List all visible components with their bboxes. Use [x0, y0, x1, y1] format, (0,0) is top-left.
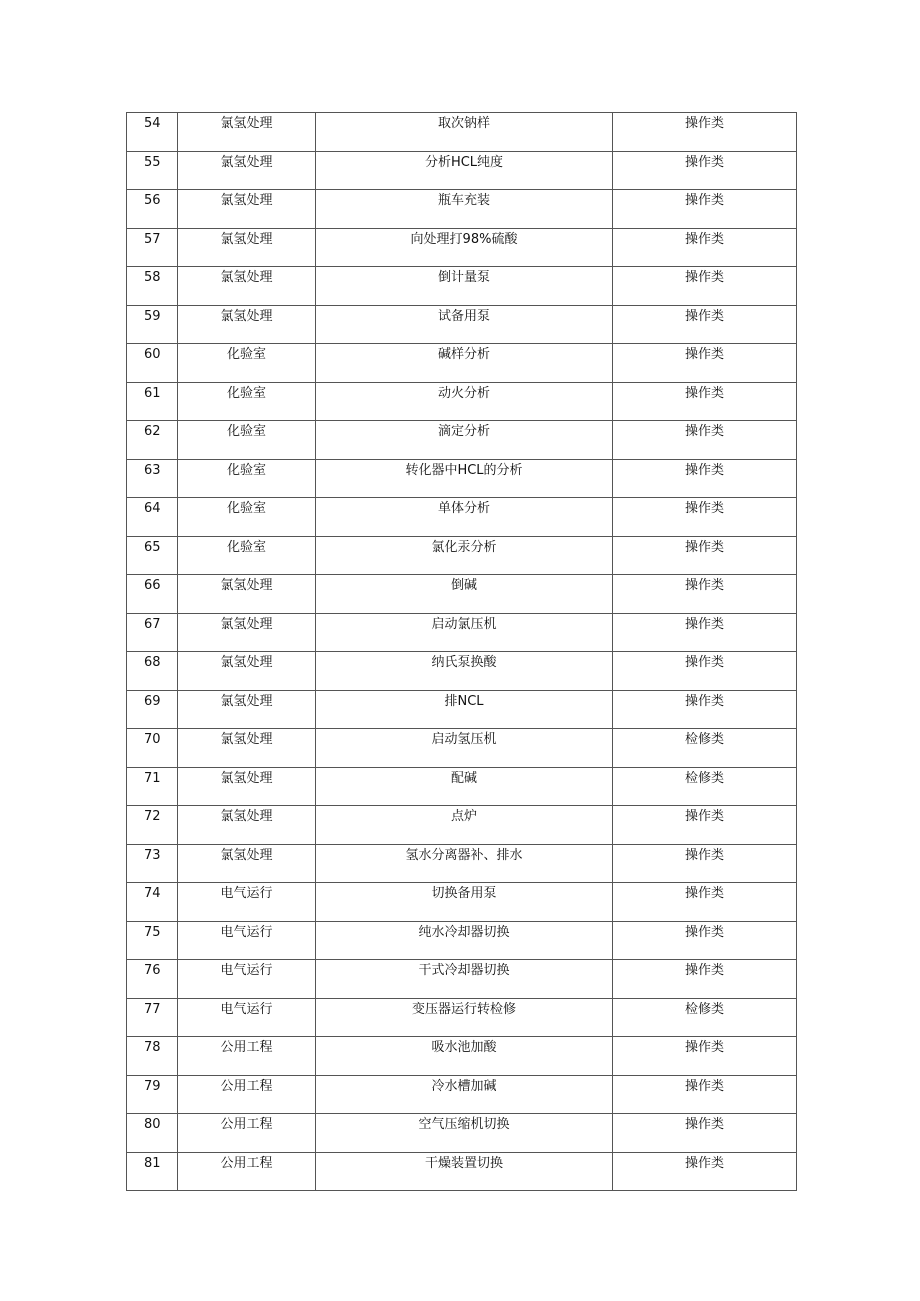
category-text: 操作类: [684, 616, 724, 632]
task-cell: [316, 267, 613, 306]
row-number-cell: [127, 575, 178, 614]
row-number-text: 66: [144, 578, 161, 593]
task-cell: [316, 883, 613, 922]
table-row: [127, 382, 797, 421]
category-cell: [613, 883, 797, 922]
unit-cell: [178, 998, 316, 1037]
unit-text: 化验室: [226, 424, 266, 439]
task-cell: [316, 806, 613, 845]
row-number-text: 63: [144, 462, 161, 478]
category-cell: [613, 113, 797, 152]
row-number-text: 57: [144, 231, 161, 247]
unit-cell: [178, 921, 316, 960]
unit-cell: [178, 690, 316, 729]
category-text: 操作类: [684, 193, 724, 208]
table-row: [127, 729, 797, 768]
row-number-text: 58: [144, 270, 161, 285]
unit-text: 氯氢处理: [220, 732, 273, 747]
row-number-text: 77: [144, 1001, 161, 1017]
row-number-cell: [127, 960, 178, 999]
unit-text: 电气运行: [220, 1001, 273, 1017]
unit-text: 电气运行: [220, 963, 273, 978]
task-cell: [316, 652, 613, 691]
category-text: 操作类: [684, 847, 724, 863]
unit-text: 公用工程: [220, 1155, 273, 1171]
unit-cell: [178, 151, 316, 190]
unit-text: 氯氢处理: [220, 693, 273, 709]
row-number-text: 79: [144, 1078, 161, 1094]
category-cell: [613, 1037, 797, 1076]
unit-cell: [178, 382, 316, 421]
table-row: [127, 1114, 797, 1153]
row-number-cell: [127, 652, 178, 691]
category-cell: [613, 190, 797, 229]
table-row: [127, 998, 797, 1037]
table-row: [127, 498, 797, 537]
category-text: 操作类: [684, 886, 724, 901]
unit-cell: [178, 883, 316, 922]
category-text: 操作类: [684, 1155, 724, 1171]
category-text: 操作类: [684, 501, 724, 516]
table-row: [127, 151, 797, 190]
task-cell: [316, 113, 613, 152]
table-row: [127, 305, 797, 344]
task-text: 碱样分析: [437, 347, 490, 362]
table-row: [127, 1152, 797, 1191]
category-text: 操作类: [684, 462, 724, 478]
task-text: 纯水冷却器切换: [418, 924, 510, 940]
task-cell: [316, 1114, 613, 1153]
unit-text: 电气运行: [220, 924, 273, 940]
category-cell: [613, 844, 797, 883]
category-text: 操作类: [684, 655, 724, 670]
category-cell: [613, 228, 797, 267]
unit-cell: [178, 421, 316, 460]
category-cell: [613, 690, 797, 729]
table-body: [127, 113, 797, 1191]
row-number-cell: [127, 113, 178, 152]
unit-text: 氯氢处理: [220, 578, 273, 593]
category-cell: [613, 729, 797, 768]
task-cell: [316, 921, 613, 960]
task-text: 倒碱: [450, 578, 477, 593]
unit-cell: [178, 806, 316, 845]
row-number-cell: [127, 267, 178, 306]
category-cell: [613, 767, 797, 806]
task-text: 倒计量泵: [437, 270, 490, 285]
task-table: [126, 112, 797, 1191]
task-cell: [316, 305, 613, 344]
unit-cell: [178, 1037, 316, 1076]
table-row: [127, 613, 797, 652]
row-number-cell: [127, 1152, 178, 1191]
row-number-cell: [127, 690, 178, 729]
row-number-text: 61: [144, 385, 161, 401]
task-text: 向处理打98%硫酸: [410, 231, 518, 247]
unit-cell: [178, 1114, 316, 1153]
row-number-text: 64: [144, 501, 161, 516]
unit-cell: [178, 844, 316, 883]
unit-text: 氯氢处理: [220, 616, 273, 632]
category-text: 操作类: [684, 1117, 724, 1132]
unit-text: 氯氢处理: [220, 270, 273, 285]
task-text: 瓶车充装: [437, 193, 490, 208]
row-number-text: 56: [144, 193, 161, 208]
task-text: 纳氏泵换酸: [431, 655, 497, 670]
category-cell: [613, 960, 797, 999]
table-row: [127, 267, 797, 306]
unit-cell: [178, 344, 316, 383]
task-text: 动火分析: [437, 385, 490, 401]
task-text: 氯化汞分析: [431, 539, 497, 555]
row-number-cell: [127, 1075, 178, 1114]
row-number-cell: [127, 1037, 178, 1076]
row-number-cell: [127, 806, 178, 845]
unit-text: 化验室: [226, 462, 266, 478]
table-row: [127, 459, 797, 498]
row-number-text: 73: [144, 847, 161, 863]
row-number-cell: [127, 729, 178, 768]
unit-cell: [178, 113, 316, 152]
unit-text: 公用工程: [220, 1117, 273, 1132]
task-text: 启动氢压机: [431, 732, 497, 747]
task-cell: [316, 344, 613, 383]
task-text: 吸水池加酸: [431, 1040, 497, 1055]
table-row: [127, 1037, 797, 1076]
table-row: [127, 652, 797, 691]
row-number-text: 74: [144, 886, 161, 901]
row-number-text: 70: [144, 732, 161, 747]
table-row: [127, 960, 797, 999]
category-cell: [613, 613, 797, 652]
task-text: 变压器运行转检修: [411, 1001, 516, 1017]
task-cell: [316, 1075, 613, 1114]
task-cell: [316, 1037, 613, 1076]
row-number-cell: [127, 498, 178, 537]
task-text: 空气压缩机切换: [418, 1117, 510, 1132]
unit-cell: [178, 960, 316, 999]
category-text: 操作类: [684, 385, 724, 401]
category-text: 检修类: [684, 732, 724, 747]
task-cell: [316, 729, 613, 768]
row-number-text: 71: [144, 770, 161, 786]
category-cell: [613, 267, 797, 306]
unit-text: 公用工程: [220, 1078, 273, 1094]
category-text: 操作类: [684, 154, 724, 170]
category-text: 操作类: [684, 539, 724, 555]
unit-cell: [178, 190, 316, 229]
unit-text: 氯氢处理: [220, 308, 273, 324]
row-number-cell: [127, 536, 178, 575]
unit-text: 氯氢处理: [220, 770, 273, 786]
task-text: 冷水槽加碱: [431, 1078, 497, 1094]
unit-cell: [178, 498, 316, 537]
task-text: 干燥装置切换: [424, 1155, 503, 1171]
table-row: [127, 536, 797, 575]
task-text: 点炉: [450, 809, 477, 824]
task-cell: [316, 998, 613, 1037]
category-cell: [613, 151, 797, 190]
table-row: [127, 190, 797, 229]
table-row: [127, 844, 797, 883]
row-number-text: 67: [144, 616, 161, 632]
table-row: [127, 1075, 797, 1114]
row-number-text: 80: [144, 1117, 161, 1132]
row-number-cell: [127, 844, 178, 883]
unit-text: 化验室: [226, 539, 266, 555]
table-row: [127, 690, 797, 729]
task-cell: [316, 613, 613, 652]
row-number-text: 62: [144, 424, 161, 439]
task-cell: [316, 421, 613, 460]
row-number-text: 59: [144, 308, 161, 324]
unit-text: 氯氢处理: [220, 231, 273, 247]
category-text: 操作类: [684, 578, 724, 593]
unit-text: 氯氢处理: [220, 116, 273, 131]
table-row: [127, 421, 797, 460]
category-cell: [613, 344, 797, 383]
row-number-cell: [127, 190, 178, 229]
row-number-text: 65: [144, 539, 161, 555]
unit-cell: [178, 459, 316, 498]
task-text: 切换备用泵: [431, 886, 497, 901]
category-text: 操作类: [684, 1040, 724, 1055]
category-cell: [613, 1152, 797, 1191]
category-text: 操作类: [684, 924, 724, 940]
row-number-cell: [127, 998, 178, 1037]
unit-text: 氯氢处理: [220, 655, 273, 670]
unit-cell: [178, 1152, 316, 1191]
table-row: [127, 883, 797, 922]
task-text: 氢水分离器补、排水: [405, 847, 523, 863]
unit-cell: [178, 613, 316, 652]
row-number-text: 72: [144, 809, 161, 824]
row-number-cell: [127, 228, 178, 267]
category-cell: [613, 1075, 797, 1114]
task-cell: [316, 382, 613, 421]
row-number-cell: [127, 459, 178, 498]
row-number-text: 78: [144, 1040, 161, 1055]
task-text: 单体分析: [437, 501, 490, 516]
unit-text: 公用工程: [220, 1040, 273, 1055]
category-text: 检修类: [684, 1001, 724, 1017]
row-number-cell: [127, 1114, 178, 1153]
unit-cell: [178, 536, 316, 575]
category-cell: [613, 305, 797, 344]
task-text: 配碱: [450, 770, 477, 786]
task-cell: [316, 498, 613, 537]
row-number-text: 68: [144, 655, 161, 670]
category-cell: [613, 575, 797, 614]
row-number-cell: [127, 382, 178, 421]
task-cell: [316, 536, 613, 575]
table-row: [127, 575, 797, 614]
row-number-cell: [127, 883, 178, 922]
unit-text: 化验室: [226, 385, 266, 401]
task-text: 干式冷却器切换: [418, 963, 510, 978]
task-text: 试备用泵: [437, 308, 490, 324]
category-cell: [613, 536, 797, 575]
row-number-text: 60: [144, 347, 161, 362]
row-number-text: 76: [144, 963, 161, 978]
row-number-text: 75: [144, 924, 161, 940]
category-text: 操作类: [684, 116, 724, 131]
table-row: [127, 767, 797, 806]
category-cell: [613, 921, 797, 960]
unit-text: 电气运行: [220, 886, 273, 901]
table-row: [127, 228, 797, 267]
category-text: 操作类: [684, 963, 724, 978]
category-cell: [613, 806, 797, 845]
row-number-cell: [127, 767, 178, 806]
task-cell: [316, 767, 613, 806]
category-text: 操作类: [684, 270, 724, 285]
unit-text: 氯氢处理: [220, 847, 273, 863]
task-text: 启动氯压机: [431, 616, 497, 632]
unit-text: 氯氢处理: [220, 809, 273, 824]
category-text: 操作类: [684, 308, 724, 324]
row-number-cell: [127, 921, 178, 960]
row-number-cell: [127, 613, 178, 652]
category-text: 检修类: [684, 770, 724, 786]
task-text: 滴定分析: [437, 424, 490, 439]
category-text: 操作类: [684, 347, 724, 362]
task-text: 排NCL: [444, 693, 484, 709]
row-number-text: 69: [144, 693, 161, 709]
row-number-text: 55: [144, 154, 161, 170]
category-cell: [613, 459, 797, 498]
category-cell: [613, 998, 797, 1037]
unit-text: 化验室: [226, 501, 266, 516]
task-cell: [316, 228, 613, 267]
table-row: [127, 113, 797, 152]
unit-cell: [178, 767, 316, 806]
unit-cell: [178, 575, 316, 614]
category-cell: [613, 652, 797, 691]
unit-cell: [178, 228, 316, 267]
unit-cell: [178, 305, 316, 344]
unit-text: 化验室: [226, 347, 266, 362]
unit-text: 氯氢处理: [220, 154, 273, 170]
table-row: [127, 921, 797, 960]
category-text: 操作类: [684, 693, 724, 709]
category-cell: [613, 421, 797, 460]
category-cell: [613, 1114, 797, 1153]
task-cell: [316, 190, 613, 229]
task-cell: [316, 459, 613, 498]
table-row: [127, 806, 797, 845]
row-number-cell: [127, 151, 178, 190]
task-cell: [316, 690, 613, 729]
row-number-text: 81: [144, 1155, 161, 1171]
category-text: 操作类: [684, 231, 724, 247]
category-cell: [613, 382, 797, 421]
unit-cell: [178, 729, 316, 768]
category-text: 操作类: [684, 809, 724, 824]
row-number-text: 54: [144, 116, 161, 131]
task-cell: [316, 960, 613, 999]
unit-cell: [178, 652, 316, 691]
category-text: 操作类: [684, 1078, 724, 1094]
task-cell: [316, 1152, 613, 1191]
unit-cell: [178, 1075, 316, 1114]
task-cell: [316, 151, 613, 190]
task-text: 转化器中HCL的分析: [405, 462, 523, 478]
unit-cell: [178, 267, 316, 306]
row-number-cell: [127, 421, 178, 460]
category-text: 操作类: [684, 424, 724, 439]
row-number-cell: [127, 344, 178, 383]
task-cell: [316, 844, 613, 883]
category-cell: [613, 498, 797, 537]
unit-text: 氯氢处理: [220, 193, 273, 208]
task-text: 取次钠样: [437, 116, 490, 131]
row-number-cell: [127, 305, 178, 344]
task-cell: [316, 575, 613, 614]
task-text: 分析HCL纯度: [424, 154, 504, 170]
table-row: [127, 344, 797, 383]
